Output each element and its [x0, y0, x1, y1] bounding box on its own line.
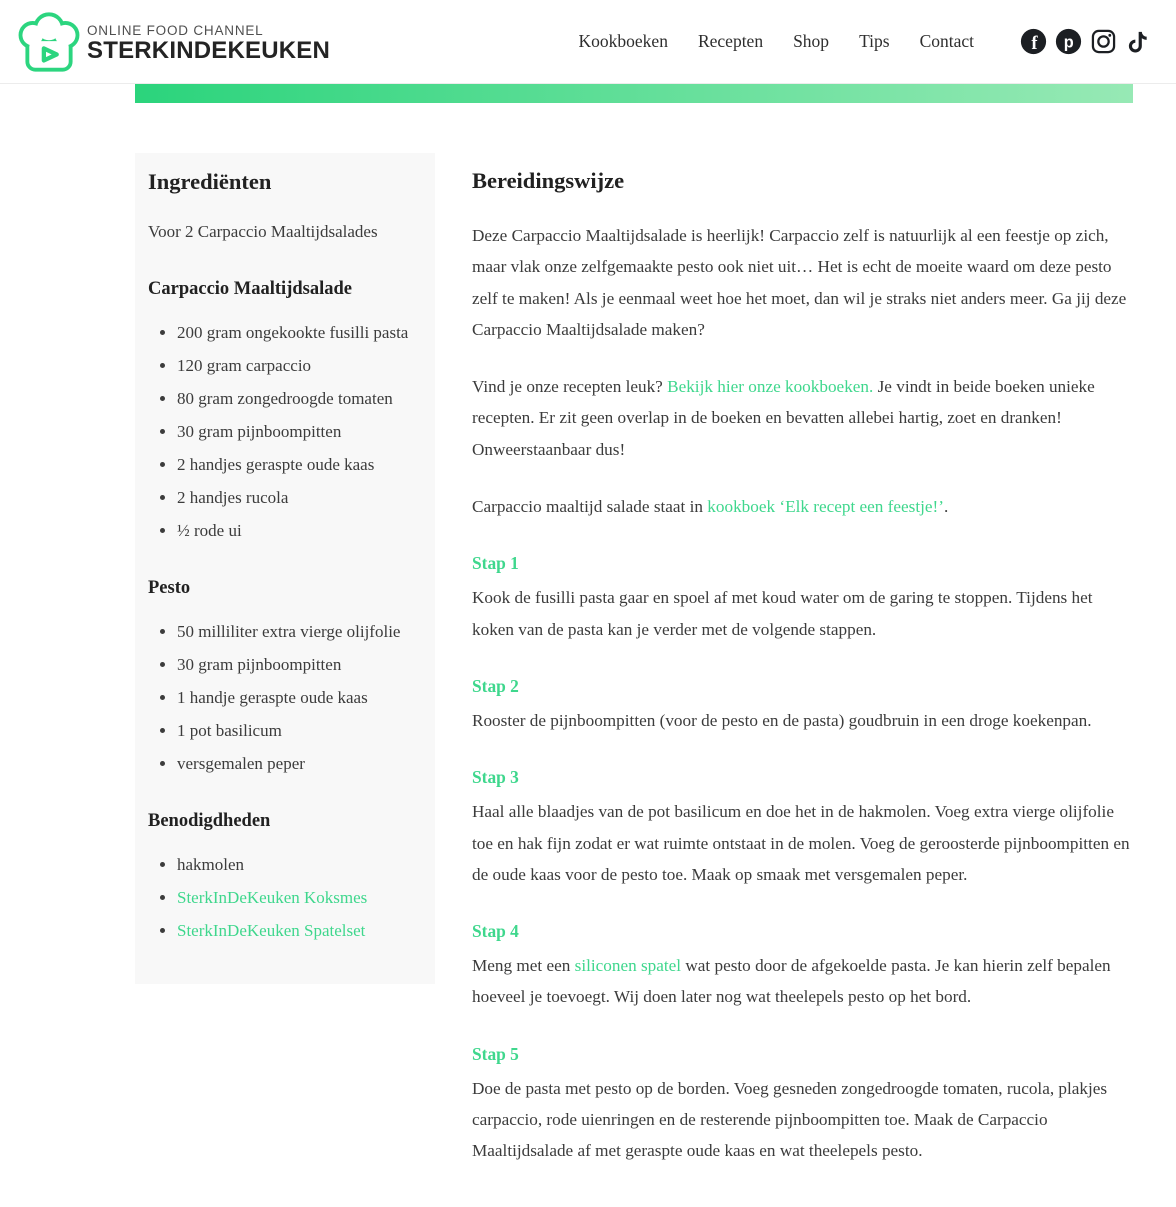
intro-paragraph: [472, 220, 1130, 345]
ingredients-title: Ingrediënten: [148, 169, 272, 194]
logo-brand: STERKINDEKEUKEN: [87, 36, 331, 64]
site-header: [0, 0, 1176, 84]
text-run: Doe de pasta met pesto op de borden. Voeg gesneden zongedroogde tomaten, rucola, plakjes carpaccio, rode uienringen en de resterende pijnboompitten toe. Maak de Carpaccio Maaltijdsalade af met geraspte oude kaas en wat theelepels pesto.: [472, 1078, 1108, 1161]
step-text: [472, 950, 1130, 1013]
inline-link[interactable]: kookboek ‘Elk recept een feestje!’: [707, 497, 944, 517]
inline-link[interactable]: Bekijk hier onze kookboeken.: [667, 377, 874, 397]
text-run: Deze Carpaccio Maaltijdsalade is heerlijk! Carpaccio zelf is natuurlijk al een feestje op zich, maar vlak onze zelfgemaakte pesto ook niet uit… Het is echt de moeite waard om deze pesto zelf te maken! Als je eenmaal weet hoe het moet, dan wil je straks niet anders meer. Ga jij deze Carpaccio Maaltijdsalade maken?: [472, 226, 1127, 339]
text-run: Rooster de pijnboompitten (voor de pesto en de pasta) goudbruin in een droge koekenpan.: [472, 710, 1092, 730]
ingredient-item: • versgemalen peper: [177, 754, 425, 774]
step-heading: Stap 4: [472, 921, 519, 942]
step-text: [472, 796, 1130, 890]
intro-paragraph: [472, 491, 1130, 522]
nav-link-tips[interactable]: Tips: [859, 31, 890, 51]
ingredient-item: [177, 921, 425, 941]
text-run: wat pesto door de afgekoelde pasta. Je kan hierin zelf bepalen hoeveel je toevoegt. Wij doen later nog wat theelepels pesto op het bord.: [472, 956, 1111, 1007]
ingredient-item: • 80 gram zongedroogde tomaten: [177, 389, 425, 409]
intro-paragraph: [472, 371, 1130, 465]
ingredient-item: • ½ rode ui: [177, 521, 425, 541]
pinterest-icon[interactable]: [1055, 28, 1082, 55]
ingredients-panel: [135, 153, 435, 984]
accent-gradient-bar: [135, 84, 1133, 103]
ingredient-group-heading: Pesto: [148, 578, 191, 598]
ingredient-group-heading: Carpaccio Maaltijdsalade: [148, 279, 352, 299]
step-heading: Stap 1: [472, 553, 519, 574]
servings-note: Voor 2 Carpaccio Maaltijdsalades: [148, 222, 378, 241]
recipe-content: [135, 153, 1176, 1167]
ingredient-item: • 30 gram pijnboompitten: [177, 422, 425, 442]
chef-hat-play-logo-icon: [18, 12, 80, 72]
text-run: Carpaccio maaltijd salade staat in: [472, 497, 708, 517]
nav-link-kookboeken[interactable]: Kookboeken: [578, 31, 668, 51]
text-run: Haal alle blaadjes van de pot basilicum en doe het in de hakmolen. Voeg extra vierge olijfolie toe en hak fijn zodat er wat ruimte ontstaat in de molen. Voeg de geroosterde pijnboompitten en de oude kaas voor de pesto toe. Maak op smaak met versgemalen peper.: [472, 802, 1130, 884]
ingredient-item: • hakmolen: [177, 855, 425, 875]
step-heading: Stap 5: [472, 1043, 519, 1064]
svg-text:p: p: [1063, 33, 1074, 52]
text-run: Kook de fusilli pasta gaar en spoel af met koud water om de garing te stoppen. Tijdens het koken van de pasta kan je verder met de volgende stappen.: [472, 588, 1093, 639]
main-nav: [579, 31, 974, 52]
ingredient-product-link[interactable]: SterkInDeKeuken Spatelset: [177, 921, 366, 940]
ingredient-item: • 1 pot basilicum: [177, 721, 425, 741]
ingredient-list: [148, 323, 425, 541]
ingredient-product-link[interactable]: SterkInDeKeuken Koksmes: [177, 888, 368, 907]
ingredient-groups: [148, 279, 425, 941]
nav-link-recepten[interactable]: Recepten: [697, 31, 764, 51]
text-run: .: [943, 497, 949, 517]
ingredient-item: [177, 888, 425, 908]
text-run: Vind je onze recepten leuk?: [472, 377, 668, 397]
method-panel: [472, 153, 1130, 1167]
facebook-icon[interactable]: [1020, 28, 1047, 55]
social-links: [1020, 28, 1152, 55]
method-title: Bereidingswijze: [472, 168, 625, 193]
instagram-icon[interactable]: [1090, 28, 1117, 55]
ingredient-item: • 1 handje geraspte oude kaas: [177, 688, 425, 708]
nav-link-contact[interactable]: Contact: [919, 31, 974, 51]
ingredient-item: • 2 handjes geraspte oude kaas: [177, 455, 425, 475]
ingredient-item: • 200 gram ongekookte fusilli pasta: [177, 323, 425, 343]
step-text: [472, 1073, 1130, 1167]
method-intro: [472, 220, 1130, 522]
ingredient-item: • 120 gram carpaccio: [177, 356, 425, 376]
ingredient-list: [148, 855, 425, 941]
text-run: Meng met een: [472, 956, 575, 976]
ingredient-item: • 30 gram pijnboompitten: [177, 655, 425, 675]
method-steps: [472, 553, 1130, 1166]
logo-tagline: ONLINE FOOD CHANNEL: [87, 22, 264, 38]
step-text: [472, 582, 1130, 645]
tiktok-icon[interactable]: [1125, 28, 1152, 55]
step-heading: Stap 3: [472, 767, 519, 788]
text-run: Je vindt in beide boeken unieke recepten. Er zit geen overlap in de boeken en bevatten allebei hartig, zoet en dranken! Onweerstaanbaar dus!: [472, 377, 1095, 459]
ingredient-group-heading: Benodigdheden: [148, 811, 271, 831]
step-heading: Stap 2: [472, 675, 519, 696]
ingredient-item: • 2 handjes rucola: [177, 488, 425, 508]
ingredient-item: • 50 milliliter extra vierge olijfolie: [177, 622, 425, 642]
svg-text:f: f: [1031, 32, 1038, 54]
nav-link-shop[interactable]: Shop: [793, 31, 830, 51]
ingredient-list: [148, 622, 425, 774]
step-text: [472, 705, 1130, 736]
site-logo[interactable]: [18, 12, 330, 72]
inline-link[interactable]: siliconen spatel: [574, 956, 682, 976]
